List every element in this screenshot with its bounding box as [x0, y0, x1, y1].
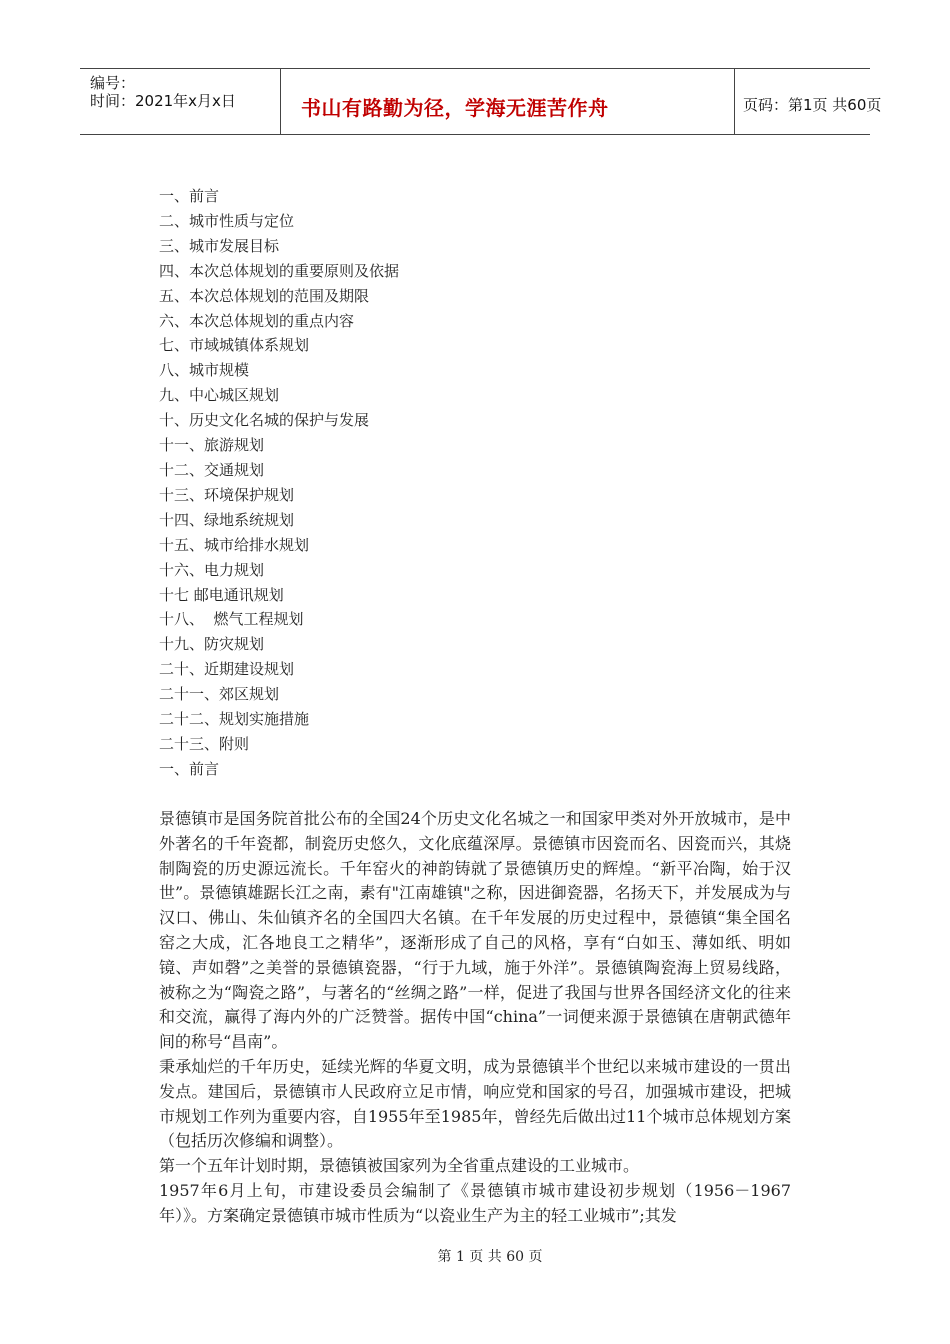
toc-item: 十六、电力规划: [159, 560, 265, 579]
header-motto: 书山有路勤为径，学海无涯苦作舟: [301, 96, 609, 120]
toc-item: 二、城市性质与定位: [159, 211, 295, 230]
toc-item: 八、城市规模: [159, 361, 250, 380]
toc-item: 十四、绿地系统规划: [159, 510, 295, 529]
toc-item: 十八、 燃气工程规划: [159, 610, 304, 629]
body-paragraph: 第一个五年计划时期，景德镇被国家列为全省重点建设的工业城市。: [159, 1156, 640, 1176]
toc-item: 十二、交通规划: [159, 460, 265, 479]
body-paragraph: 1957年6月上旬，市建设委员会编制了《景德镇市城市建设初步规划（1956－1967年）》。方案确定景德镇市城市性质为“以瓷业生产为主的轻工业城市”;其发: [159, 1180, 791, 1225]
toc-item: 十、历史文化名城的保护与发展: [159, 411, 370, 430]
header-motto-cell: [281, 69, 735, 134]
toc-item: 七、市域城镇体系规划: [159, 336, 310, 355]
page-footer: 第 1 页 共 60 页: [437, 1249, 543, 1265]
toc-item: 二十三、附则: [159, 734, 250, 753]
body-paragraph: 景德镇市是国务院首批公布的全国24个历史文化名城之一和国家甲类对外开放城市，是中外著名的千年瓷都，制瓷历史悠久，文化底蕴深厚。景德镇市因瓷而名、因瓷而兴，其烧制陶瓷的历史源远流长。千年窑火的神韵铸就了景德镇历史的辉煌。“新平冶陶，始于汉世”。景德镇雄踞长江之南，素有"江南雄镇"之称，因进御瓷器，名扬天下，并发展成为与汉口、佛山、朱仙镇齐名的全国四大名镇。在千年发展的历史过程中，景德镇“集全国名窑之大成，汇各地良工之精华”，逐渐形成了自己的风格，享有“白如玉、薄如纸、明如镜、声如磬”之美誉的景德镇瓷器，“行于九域，施于外洋”。景德镇陶瓷海上贸易线路，被称之为“陶瓷之路”，与著名的“丝绸之路”一样，促进了我国与世界各国经济文化的往来和交流，赢得了海内外的广泛赞誉。据传中国“china”一词便来源于景德镇在唐朝武德年间的称号“昌南”。: [159, 809, 791, 1052]
header-page-info: 页码：第1页 共60页: [743, 96, 882, 114]
toc-item: 一、前言: [159, 759, 220, 778]
header-page-cell: [735, 69, 882, 134]
toc-item: 九、中心城区规划: [159, 386, 280, 405]
table-of-contents: [159, 184, 399, 782]
toc-item: 四、本次总体规划的重要原则及依据: [159, 261, 400, 280]
page-header: [80, 68, 882, 135]
toc-item: 一、前言: [159, 187, 220, 205]
toc-item: 五、本次总体规划的范围及期限: [159, 286, 370, 305]
toc-item: 二十一、郊区规划: [159, 685, 280, 704]
document-body: [159, 807, 791, 1229]
toc-item: 十九、防灾规划: [159, 635, 265, 654]
toc-item: 十三、环境保护规划: [159, 485, 295, 504]
toc-item: 六、本次总体规划的重点内容: [159, 311, 355, 330]
toc-item: 二十、近期建设规划: [159, 660, 295, 679]
document-number-label: 编号：: [90, 74, 136, 92]
toc-item: 十七 邮电通讯规划: [159, 585, 284, 604]
toc-item: 三、城市发展目标: [159, 236, 280, 255]
header-meta-cell: [80, 69, 281, 134]
toc-item: 二十二、规划实施措施: [159, 710, 310, 729]
body-paragraph: 秉承灿烂的千年历史，延续光辉的华夏文明，成为景德镇半个世纪以来城市建设的一贯出发点。建国后，景德镇市人民政府立足市情，响应党和国家的号召，加强城市建设，把城市规划工作列为重要内容，自1955年至1985年，曾经先后做出过11个城市总体规划方案（包括历次修编和调整）。: [159, 1056, 791, 1151]
toc-item: 十五、城市给排水规划: [159, 535, 310, 554]
document-date: 时间：2021年x月x日: [90, 92, 236, 110]
toc-item: 十一、旅游规划: [159, 436, 265, 455]
